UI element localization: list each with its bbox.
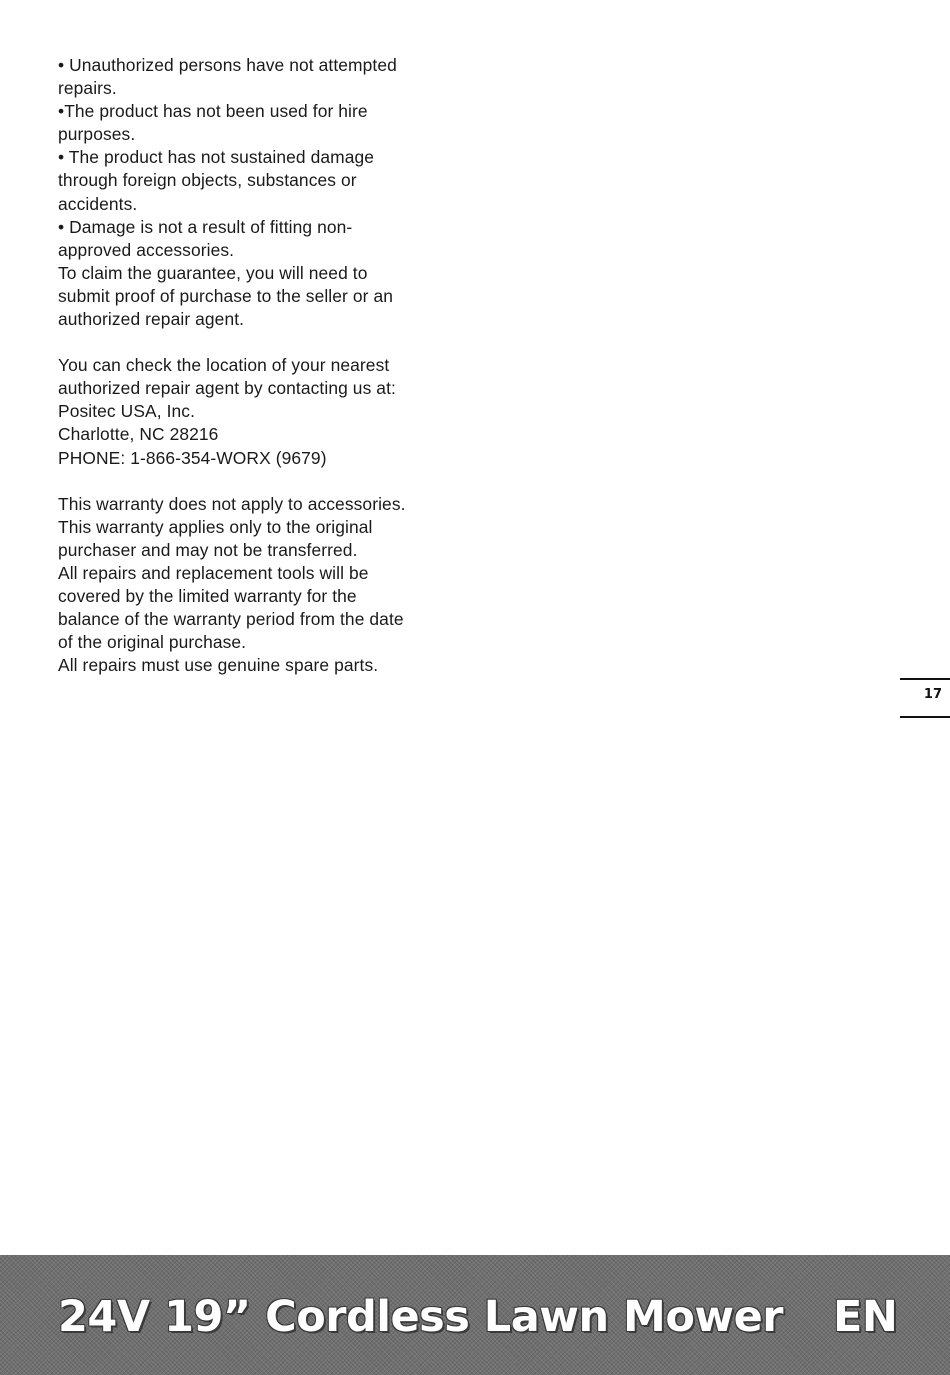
text-line: through foreign objects, substances or [58,170,357,191]
page-number-rule-bottom [900,716,950,718]
text-line: This warranty applies only to the original [58,516,373,537]
page-number-rule-top [900,678,950,680]
text-line: All repairs and replacement tools will be [58,562,369,583]
text-line: submit proof of purchase to the seller or an [58,285,394,306]
text-line: This warranty does not apply to accessories. [58,493,406,514]
language-code: EN [833,1292,898,1342]
text-line: You can check the location of your nearest [58,355,390,376]
text-line: repairs. [58,78,117,99]
warranty-terms-block [58,493,458,678]
contact-block [58,354,458,469]
text-line: covered by the limited warranty for the [58,585,357,606]
text-line: All repairs must use genuine spare parts. [58,655,379,676]
paragraph-gap [58,331,458,354]
text-line: To claim the guarantee, you will need to [58,262,368,283]
text-line: purchaser and may not be transferred. [58,539,358,560]
text-line: approved accessories. [58,239,235,260]
text-line: authorized repair agent by contacting us at: [58,378,396,399]
paragraph-gap [58,470,458,493]
page-number-marker [900,678,950,718]
text-line: purposes. [58,124,136,145]
text-line: of the original purchase. [58,632,247,653]
text-line: • The product has not sustained damage [58,147,375,168]
text-line: accidents. [58,193,138,214]
warranty-conditions-block [58,54,458,331]
warranty-text [58,54,458,677]
text-line: authorized repair agent. [58,309,245,330]
text-line: Charlotte, NC 28216 [58,424,219,445]
text-line: PHONE: 1-866-354-WORX (9679) [58,447,327,468]
text-line: •The product has not been used for hire [58,101,368,122]
text-line: • Damage is not a result of fitting non- [58,216,353,237]
product-title: 24V 19” Cordless Lawn Mower [58,1292,783,1342]
page-number: 17 [923,687,942,702]
text-line: • Unauthorized persons have not attempted [58,55,397,75]
footer-band [0,1255,950,1375]
text-line: Positec USA, Inc. [58,401,196,422]
text-line: balance of the warranty period from the date [58,609,404,630]
